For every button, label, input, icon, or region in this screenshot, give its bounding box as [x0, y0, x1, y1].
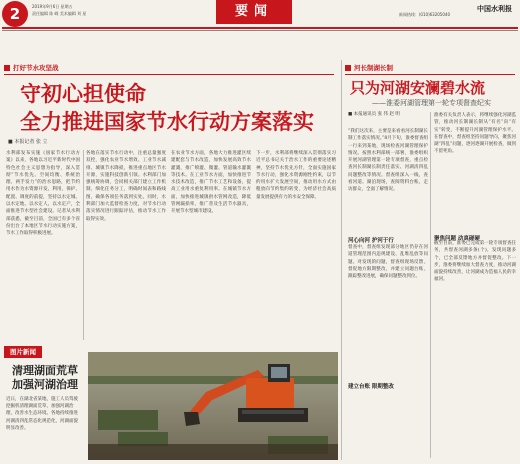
- article-column-4: 下一步，水利部将继续深入贯彻落实习近平总书记关于治水工作的重要论述精神，坚持节水优先方针，全面实施国家节水行动，强化水资源刚性约束，以节约用水扩大发展空间，推动用水方式由粗放向节约集约转变，为经济社会高质量发展提供有力的水安全保障。: [256, 151, 336, 200]
- main-headline: [20, 80, 340, 136]
- page-divider: [341, 60, 342, 460]
- right-subhead: ——淮委河湖管理第一轮专项督查纪实: [372, 99, 491, 107]
- right-byline: ■ 本报通讯员 张 伟 赵 明: [348, 112, 400, 117]
- left-column-label: 打好节水攻坚战: [4, 63, 59, 73]
- picture-news-title: 清理湖面荒草 加强河湖治理: [12, 364, 78, 391]
- paper-name: 中国水利报: [477, 4, 512, 13]
- section-title: 要闻: [216, 0, 292, 24]
- column-divider: [83, 150, 84, 340]
- masthead: [0, 0, 520, 40]
- right-label-rule: [345, 74, 515, 75]
- excavator-illustration: [88, 352, 338, 460]
- article-column-1: 水利部发布实施《国家节水行动方案》以来，各地以习近平新时代中国特色社会主义思想为指导，深入贯彻“节水优先、空间均衡、系统治理、两手发力”的治水思路，把节约用水作为水资源开发、利用、保护、配置、调度的前提，坚持以水定城、以水定地、以水定人、以水定产，全面推进节水型社会建设。记者从水利部获悉，截至目前，全国已有多个省份出台了本地区节水行动实施方案，节水工作取得积极进展。: [6, 151, 80, 237]
- right-article-column-1: “我们这次来，主要是来看看河长制湖长制工作落实情况。”8月下旬，淮委督查组一行来到某地，现场检查河湖管理保护情况。按照水利部统一部署，淮委组织开展河湖管理第一轮专项督查，重点检查河长制湖长制责任落实、河湖清四乱问题整改等情况。督查组深入一线，查看河道、湖泊现场，查阅资料台账，走访群众，全面了解情况。 督查中，督查组发现部分地区仍存在河道管理范围内违规建设、乱堆乱放等问题。对发现的问题，督查组现场反馈，督促地方限期整改，并建立问题台账，跟踪整改进展，确保问题整改到位。: [348, 129, 428, 280]
- date-line: 2019年9月6日 星期五: [32, 4, 73, 9]
- picture-news-label: 图片新闻: [4, 346, 42, 358]
- page-number-badge: 2: [2, 1, 28, 27]
- right-column-divider: [430, 112, 431, 458]
- right-subheading-3: 聚焦问题 动真碰硬: [434, 236, 480, 242]
- article-column-2: 各地在落实节水行动中，注重总量强度双控，强化农业节水增效、工业节水减排、城镇节水降损，推进重点地区节水开源，实施科技创新引领。水利部门加强统筹协调，会同相关部门建立工作机制，细化任务分工，明确时间表和路线图，确保各项任务落到实处。同时，水利部门加大监督检查力度，对节水行动落实情况进行跟踪评估，推动节水工作取得实效。: [86, 151, 166, 222]
- masthead-rule: [2, 27, 518, 29]
- editor-line: 责任编辑 陈 嵘 美术编辑 刘 星: [32, 11, 87, 16]
- right-subheading-2: 建立台账 限期整改: [348, 384, 394, 390]
- picture-news-caption: 近日，在湖北省某地，施工人员驾驶挖掘机清理湖面荒草，加强河湖治理，改善水生态环境。各地持续推进河湖清四乱常态化规范化，河湖面貌明显改善。: [6, 397, 78, 431]
- left-label-rule: [4, 74, 334, 75]
- article-column-3: 在农业节水方面，各地大力推进灌区续建配套与节水改造，加快发展高效节水灌溉，推广喷灌、微灌、管道输水灌溉等技术。在工业节水方面，加快推进节水技术改造，推广节水工艺和设备，提高工业用水重复利用率。在城镇节水方面，加快推进城镇供水管网改造，降低管网漏损率，推广普及生活节水器具，开展节水型城市建设。: [171, 151, 251, 215]
- label-square-icon: [345, 65, 351, 71]
- masthead-rule-thin: [2, 30, 518, 31]
- news-hotline: 新闻热线：(010)63205040: [398, 12, 450, 17]
- main-byline: ■ 本报记者 张 立: [8, 139, 48, 145]
- right-article-column-2: 淮委有关负责人表示，将继续强化河湖监管，推动河长制湖长制从“有名”向“有实”转变，不断提升河湖管理保护水平。在督查中，督查组坚持问题导向，聚焦河湖“四乱”问题，逐河逐湖开展检查，做到不留死角。 截至目前，淮委已完成第一轮专项督查任务，共督查河湖多条(个)，发现问题多个，已全部反馈地方并督促整改。下一步，淮委将继续加大督查力度，推动河湖面貌持续改善，让河湖成为造福人民的幸福河。: [434, 113, 516, 283]
- right-headline: 只为河湖安澜碧水流: [350, 79, 486, 97]
- label-square-icon: [4, 65, 10, 71]
- right-subheading-1: 河心向河 护河于行: [348, 238, 394, 244]
- headline-line-1: 守初心担使命: [20, 81, 146, 106]
- excavator-photo: [88, 352, 338, 460]
- right-column-label: 河长制湖长制: [345, 63, 393, 73]
- headline-line-2: 全力推进国家节水行动方案落实: [20, 109, 314, 134]
